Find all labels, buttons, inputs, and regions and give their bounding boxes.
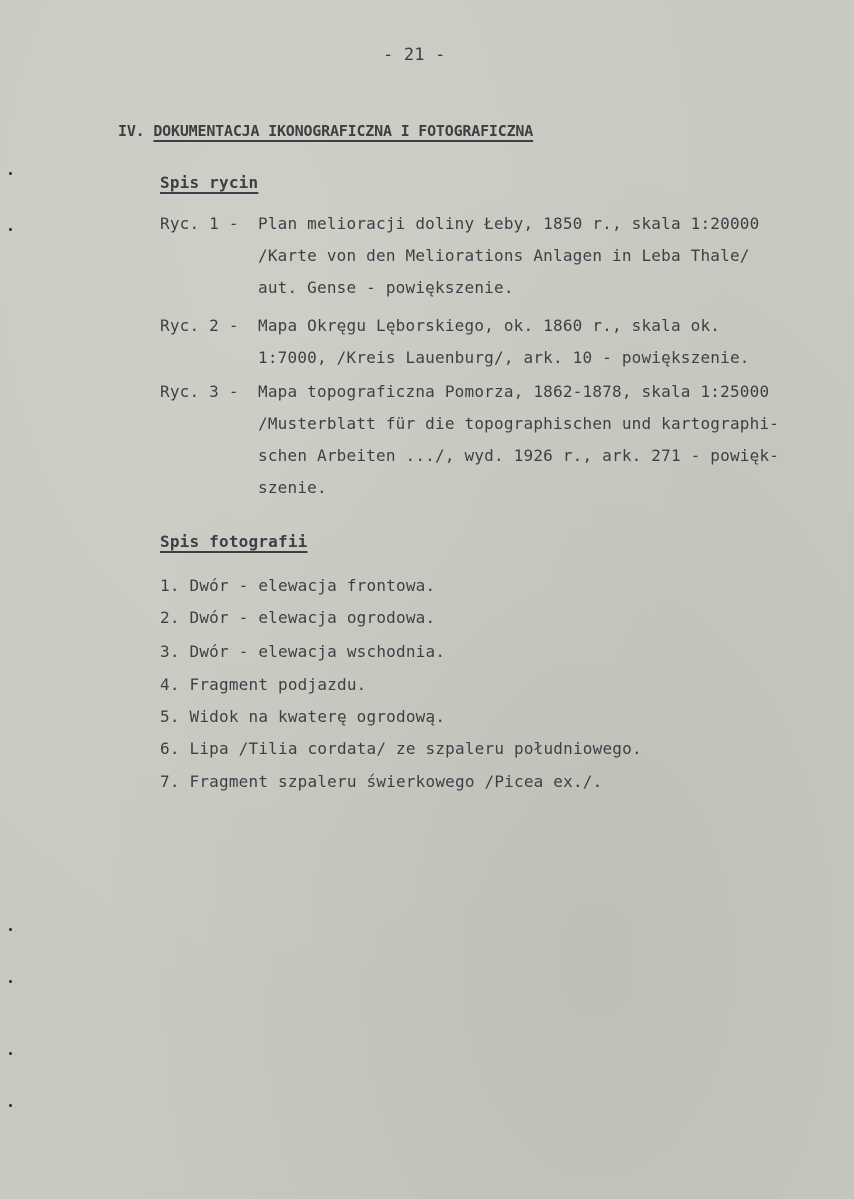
- margin-mark: [9, 1104, 12, 1107]
- photo-item: 1. Dwór - elewacja frontowa.: [160, 576, 436, 595]
- margin-mark: [9, 172, 12, 175]
- photo-item: 2. Dwór - elewacja ogrodowa.: [160, 608, 436, 627]
- figure-line: /Karte von den Meliorations Anlagen in Leba Thale/: [258, 246, 750, 265]
- figure-line: Mapa Okręgu Lęborskiego, ok. 1860 r., skala ok.: [258, 316, 721, 335]
- photo-item: 6. Lipa /Tilia cordata/ ze szpaleru południowego.: [160, 739, 642, 758]
- photos-heading: Spis fotografii: [160, 532, 308, 551]
- figure-line: Mapa topograficzna Pomorza, 1862-1878, skala 1:25000: [258, 382, 770, 401]
- figure-label: Ryc. 3 -: [160, 382, 239, 401]
- figure-line: szenie.: [258, 478, 327, 497]
- margin-mark: [9, 980, 12, 983]
- figure-line: Plan melioracji doliny Łeby, 1850 r., skala 1:20000: [258, 214, 760, 233]
- photo-item: 3. Dwór - elewacja wschodnia.: [160, 642, 446, 661]
- page-number: - 21 -: [383, 45, 446, 65]
- section-number: IV.: [118, 122, 145, 140]
- section-heading: [118, 124, 533, 139]
- photo-item: 7. Fragment szpaleru świerkowego /Picea ex./.: [160, 772, 603, 791]
- figure-line: schen Arbeiten .../, wyd. 1926 r., ark. 271 - powięk-: [258, 446, 780, 465]
- section-title: DOKUMENTACJA IKONOGRAFICZNA I FOTOGRAFICZNA: [153, 122, 534, 140]
- photo-item: 5. Widok na kwaterę ogrodową.: [160, 707, 446, 726]
- figure-line: /Musterblatt für die topographischen und kartographi-: [258, 414, 780, 433]
- margin-mark: [9, 1052, 12, 1055]
- figures-heading: Spis rycin: [160, 173, 259, 192]
- figure-label: Ryc. 2 -: [160, 316, 239, 335]
- margin-mark: [9, 928, 12, 931]
- figure-line: 1:7000, /Kreis Lauenburg/, ark. 10 - powiększenie.: [258, 348, 750, 367]
- figure-line: aut. Gense - powiększenie.: [258, 278, 514, 297]
- figure-label: Ryc. 1 -: [160, 214, 239, 233]
- margin-mark: [9, 228, 12, 231]
- photo-item: 4. Fragment podjazdu.: [160, 675, 367, 694]
